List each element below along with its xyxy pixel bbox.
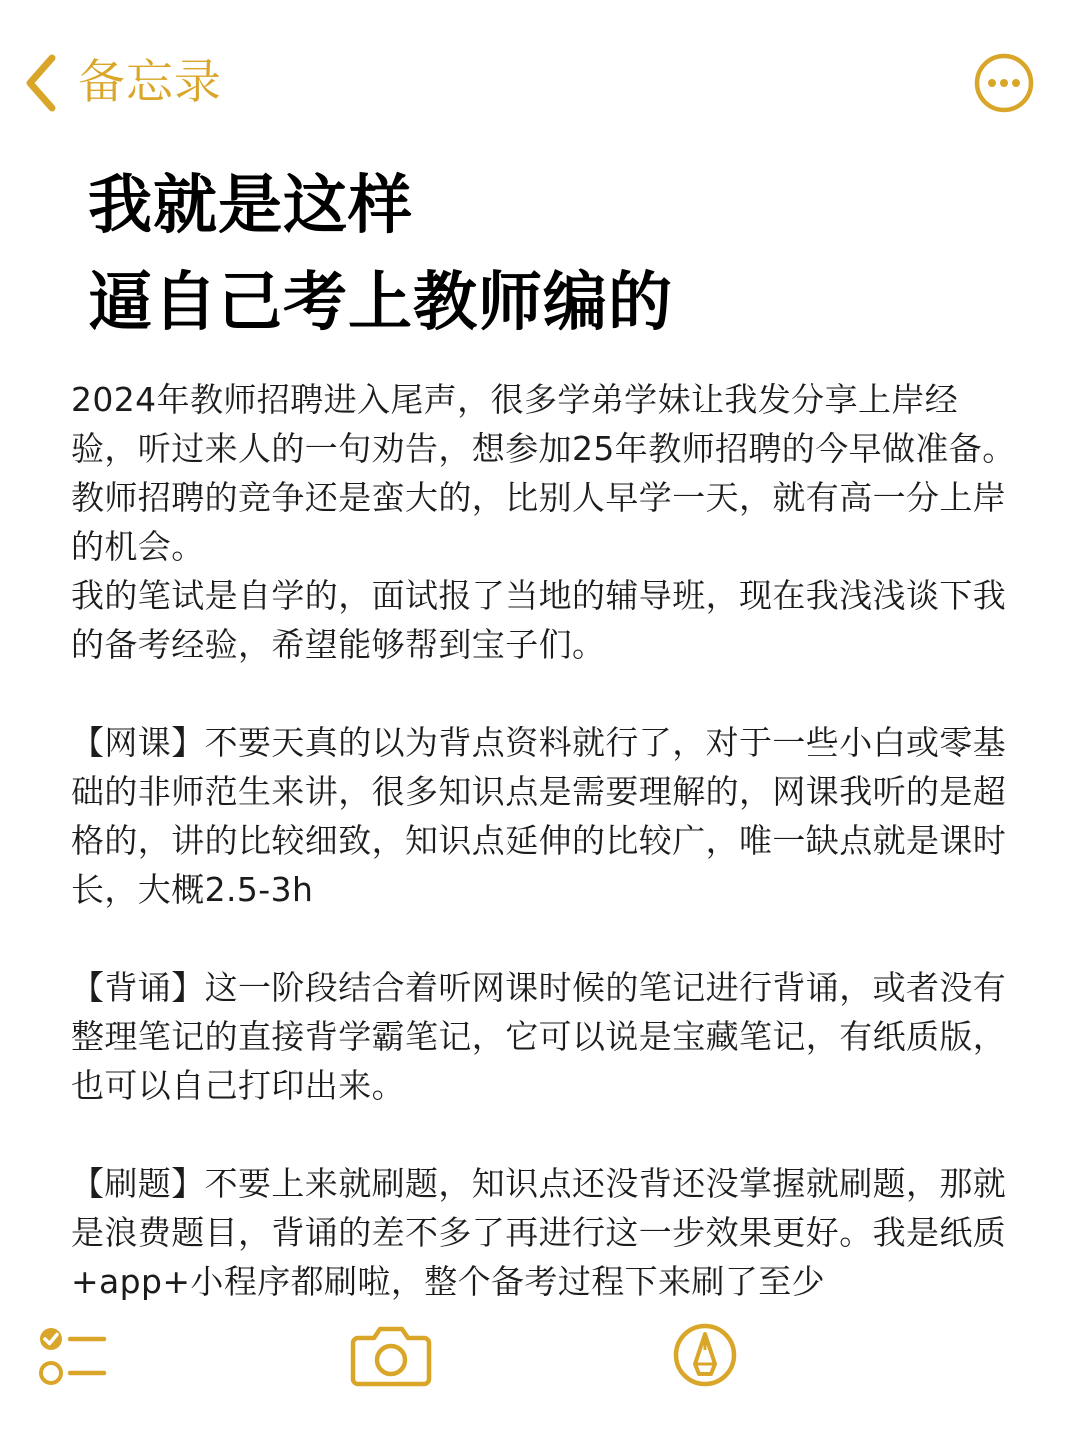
camera-button[interactable]: [350, 1322, 432, 1388]
more-options-button[interactable]: [973, 52, 1035, 114]
checklist-button[interactable]: [36, 1318, 110, 1392]
markup-icon: [670, 1320, 740, 1390]
camera-icon: [350, 1322, 432, 1388]
more-icon: [973, 52, 1035, 114]
note-title-line: 我就是这样: [88, 169, 413, 243]
note-paragraph: 【刷题】不要上来就刷题，知识点还没背还没掌握就刷题，那就是浪费题目，背诵的差不多了再进行这一步效果更好。我是纸质+app+小程序都刷啦，整个备考过程下来刷了至少: [71, 1164, 1007, 1300]
navigation-bar: [0, 0, 1080, 150]
note-title[interactable]: [88, 158, 1028, 352]
note-paragraph: 【网课】不要天真的以为背点资料就行了，对于一些小白或零基础的非师范生来讲，很多知识点是需要理解的，网课我听的是超格的，讲的比较细致，知识点延伸的比较广，唯一缺点就是课时长，大概2.5-3h: [71, 723, 1007, 909]
markup-button[interactable]: [670, 1320, 740, 1390]
back-button[interactable]: [22, 52, 222, 114]
note-paragraph: 【背诵】这一阶段结合着听网课时候的笔记进行背诵，或者没有整理笔记的直接背学霸笔记，它可以说是宝藏笔记，有纸质版，也可以自己打印出来。: [71, 968, 1007, 1105]
chevron-left-icon: [22, 52, 58, 114]
back-label: 备忘录: [78, 55, 222, 110]
note-body[interactable]: [71, 375, 1016, 1300]
note-paragraph: 我的笔试是自学的，面试报了当地的辅导班，现在我浅浅谈下我的备考经验，希望能够帮到宝子们。: [71, 576, 1007, 664]
bottom-toolbar: [0, 1310, 1080, 1443]
note-paragraph: 2024年教师招聘进入尾声，很多学弟学妹让我发分享上岸经验，听过来人的一句劝告，想参加25年教师招聘的今早做准备。教师招聘的竞争还是蛮大的，比别人早学一天，就有高一分上岸的机会。: [71, 380, 1016, 566]
note-title-line: 逼自己考上教师编的: [88, 266, 673, 340]
checklist-icon: [36, 1318, 110, 1392]
